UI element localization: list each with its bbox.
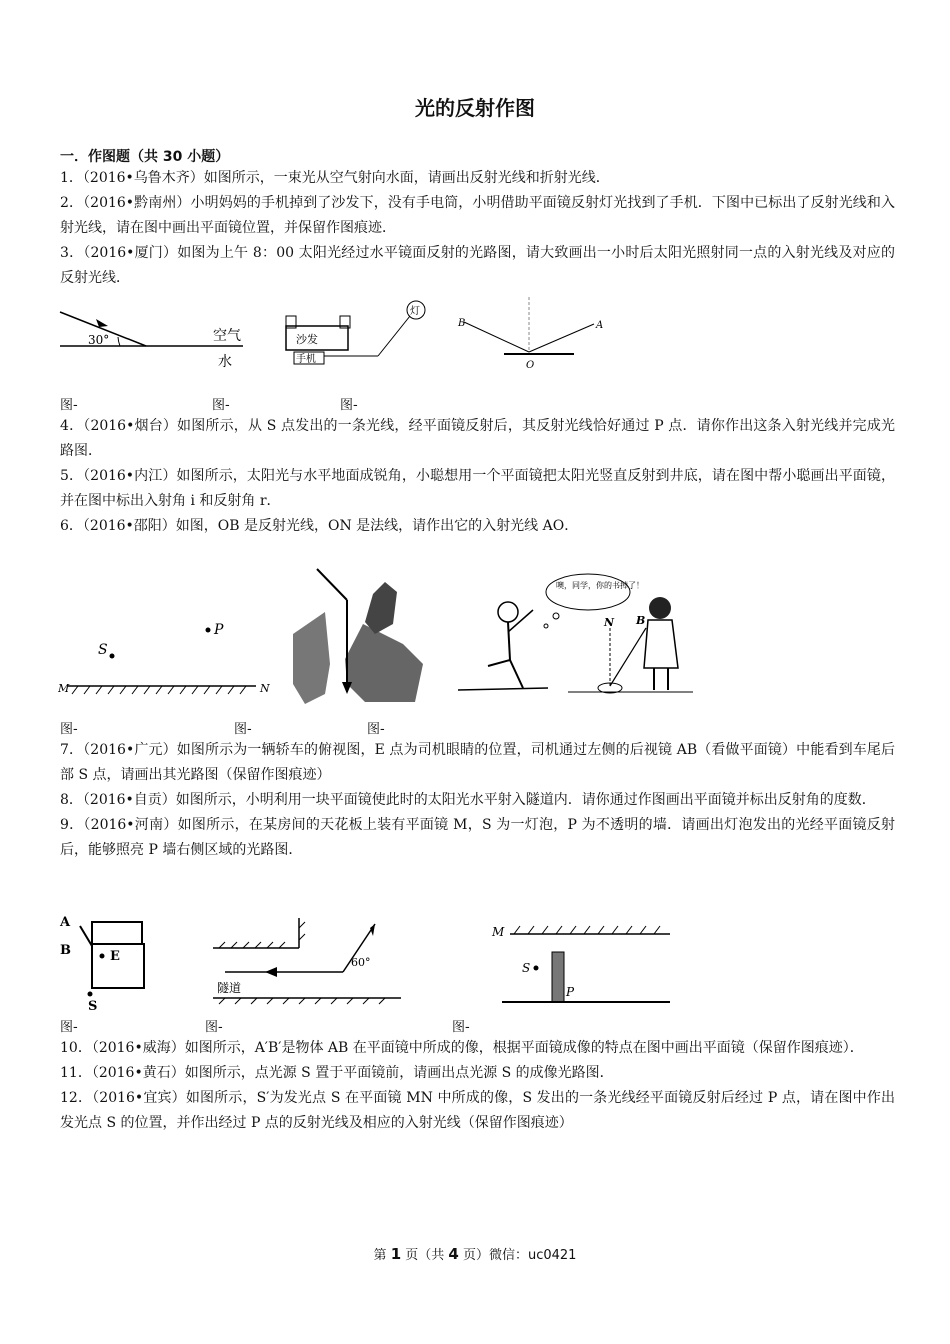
figure-car-mirror (58, 912, 158, 1014)
question-2: 2．（2016•黔南州）小明妈妈的手机掉到了沙发下，没有手电筒，小明借助平面镜反射灯光找到了手机．下图中已标出了反射光线和入射光线，请在图中画出平面镜位置，并保留作图痕迹． (60, 195, 895, 236)
section-heading: 一．作图题（共 30 小题） (60, 149, 230, 165)
figure-room-ceiling (488, 918, 674, 1010)
mirror-m-label: M (492, 925, 505, 939)
footer-prefix: 第 (373, 1248, 391, 1263)
question-3: 3．（2016•厦门）如图为上午 8：00 太阳光经过水平镜面反射的光路图，请大致画出一小时后太阳光照射同一点的入射光线及对应的反射光线． (60, 245, 895, 286)
question-group-2 (60, 414, 895, 539)
question-9: 9．（2016•河南）如图所示，在某房间的天花板上装有平面镜 M，S 为一灯泡，P 为不透明的墙．请画出灯泡发出的光经平面镜反射后，能够照亮 P 墙右侧区域的光路图． (60, 817, 895, 858)
figure-tunnel (205, 914, 405, 1014)
point-e-label: E (110, 949, 120, 964)
question-8: 8．（2016•自贡）如图所示，小明利用一块平面镜使此时的太阳光水平射入隧道内．请你通过作图画出平面镜并标出反射角的度数． (60, 792, 876, 808)
figure-caption: 图- (367, 722, 385, 737)
point-p-label: P (214, 622, 224, 638)
water-label: 水 (218, 354, 232, 370)
figure-cartoon-children (448, 568, 700, 708)
phone-label: 手机 (296, 354, 316, 365)
wall-p-label: P (566, 985, 575, 999)
point-b-label: B (636, 614, 646, 627)
question-4: 4．（2016•烟台）如图所示，从 S 点发出的一条光线，经平面镜反射后，其反射光线恰好通过 P 点．请你作出这条入射光线并完成光路图． (60, 418, 895, 459)
page-title: 光的反射作图 (415, 96, 535, 120)
page-number: 1 (390, 1245, 402, 1263)
normal-n-label: N (604, 616, 615, 629)
figure-sofa-phone (280, 298, 430, 370)
angle-label: 60° (351, 956, 371, 969)
question-1: 1．（2016•乌鲁木齐）如图所示，一束光从空气射向水面，请画出反射光线和折射光线． (60, 170, 610, 186)
question-12: 12．（2016•宜宾）如图所示，S′为发光点 S 在平面镜 MN 中所成的像，S 发出的一条光线经平面镜反射后经过 P 点，请在图中作出发光点 S 的位置，并作出经过 P 点的反射光线及相应的入射光线（保留作图痕迹） (60, 1090, 895, 1131)
question-group-3 (60, 738, 895, 863)
figure-caption: 图- (212, 398, 230, 413)
question-group-4 (60, 1036, 895, 1136)
point-b-label: B (60, 943, 71, 958)
point-o-label: O (526, 360, 535, 371)
angle-label: 30° (88, 333, 110, 347)
figure-s-p-mirror (58, 612, 278, 702)
footer-suffix: 页）微信：uc0421 (458, 1248, 577, 1263)
speech-bubble: 噢，同学，你的书掉了！ (556, 581, 644, 590)
page-footer (0, 1244, 950, 1263)
point-n-label: N (260, 682, 270, 695)
question-7: 7．（2016•广元）如图所示为一辆轿车的俯视图，E 点为司机眼睛的位置，司机通过左侧的后视镜 AB（看做平面镜）中能看到车尾后部 S 点，请画出其光路图（保留作图痕迹） (60, 742, 895, 783)
lamp-label: 灯 (410, 306, 420, 317)
point-a-label: A (596, 320, 604, 331)
point-s-label: S (522, 961, 531, 975)
question-11: 11．（2016•黄石）如图所示，点光源 S 置于平面镜前，请画出点光源 S 的成像光路图． (60, 1065, 614, 1081)
question-5: 5．（2016•内江）如图所示，太阳光与水平地面成锐角，小聪想用一个平面镜把太阳光竖直反射到井底，请在图中帮小聪画出平面镜，并在图中标出入射角 i 和反射角 r． (60, 468, 895, 509)
figure-caption: 图- (60, 1020, 78, 1035)
figure-caption: 图- (60, 722, 78, 737)
question-6: 6．（2016•邵阳）如图，OB 是反射光线，ON 是法线，请作出它的入射光线 AO． (60, 518, 579, 534)
figure-caption: 图- (340, 398, 358, 413)
figure-caption: 图- (60, 398, 78, 413)
point-a-label: A (60, 915, 71, 930)
point-m-label: M (58, 682, 70, 695)
total-pages: 4 (448, 1245, 459, 1263)
air-label: 空气 (213, 328, 241, 344)
figure-well-boy (285, 564, 430, 712)
figure-sunlight-mirror (454, 292, 604, 372)
figure-air-water (58, 304, 248, 374)
figure-caption: 图- (452, 1020, 470, 1035)
question-10: 10．（2016•威海）如图所示，A′B′是物体 AB 在平面镜中所成的像，根据平面镜成像的特点在图中画出平面镜（保留作图痕迹）． (60, 1040, 864, 1056)
point-s-label: S (88, 999, 98, 1014)
point-s-label: S (98, 642, 108, 658)
figure-caption: 图- (234, 722, 252, 737)
footer-middle: 页（共 (401, 1248, 449, 1263)
figure-caption: 图- (205, 1020, 223, 1035)
sofa-label: 沙发 (296, 333, 318, 346)
point-b-label: B (458, 318, 466, 329)
tunnel-label: 隧道 (217, 981, 242, 995)
question-group-1 (60, 166, 895, 291)
